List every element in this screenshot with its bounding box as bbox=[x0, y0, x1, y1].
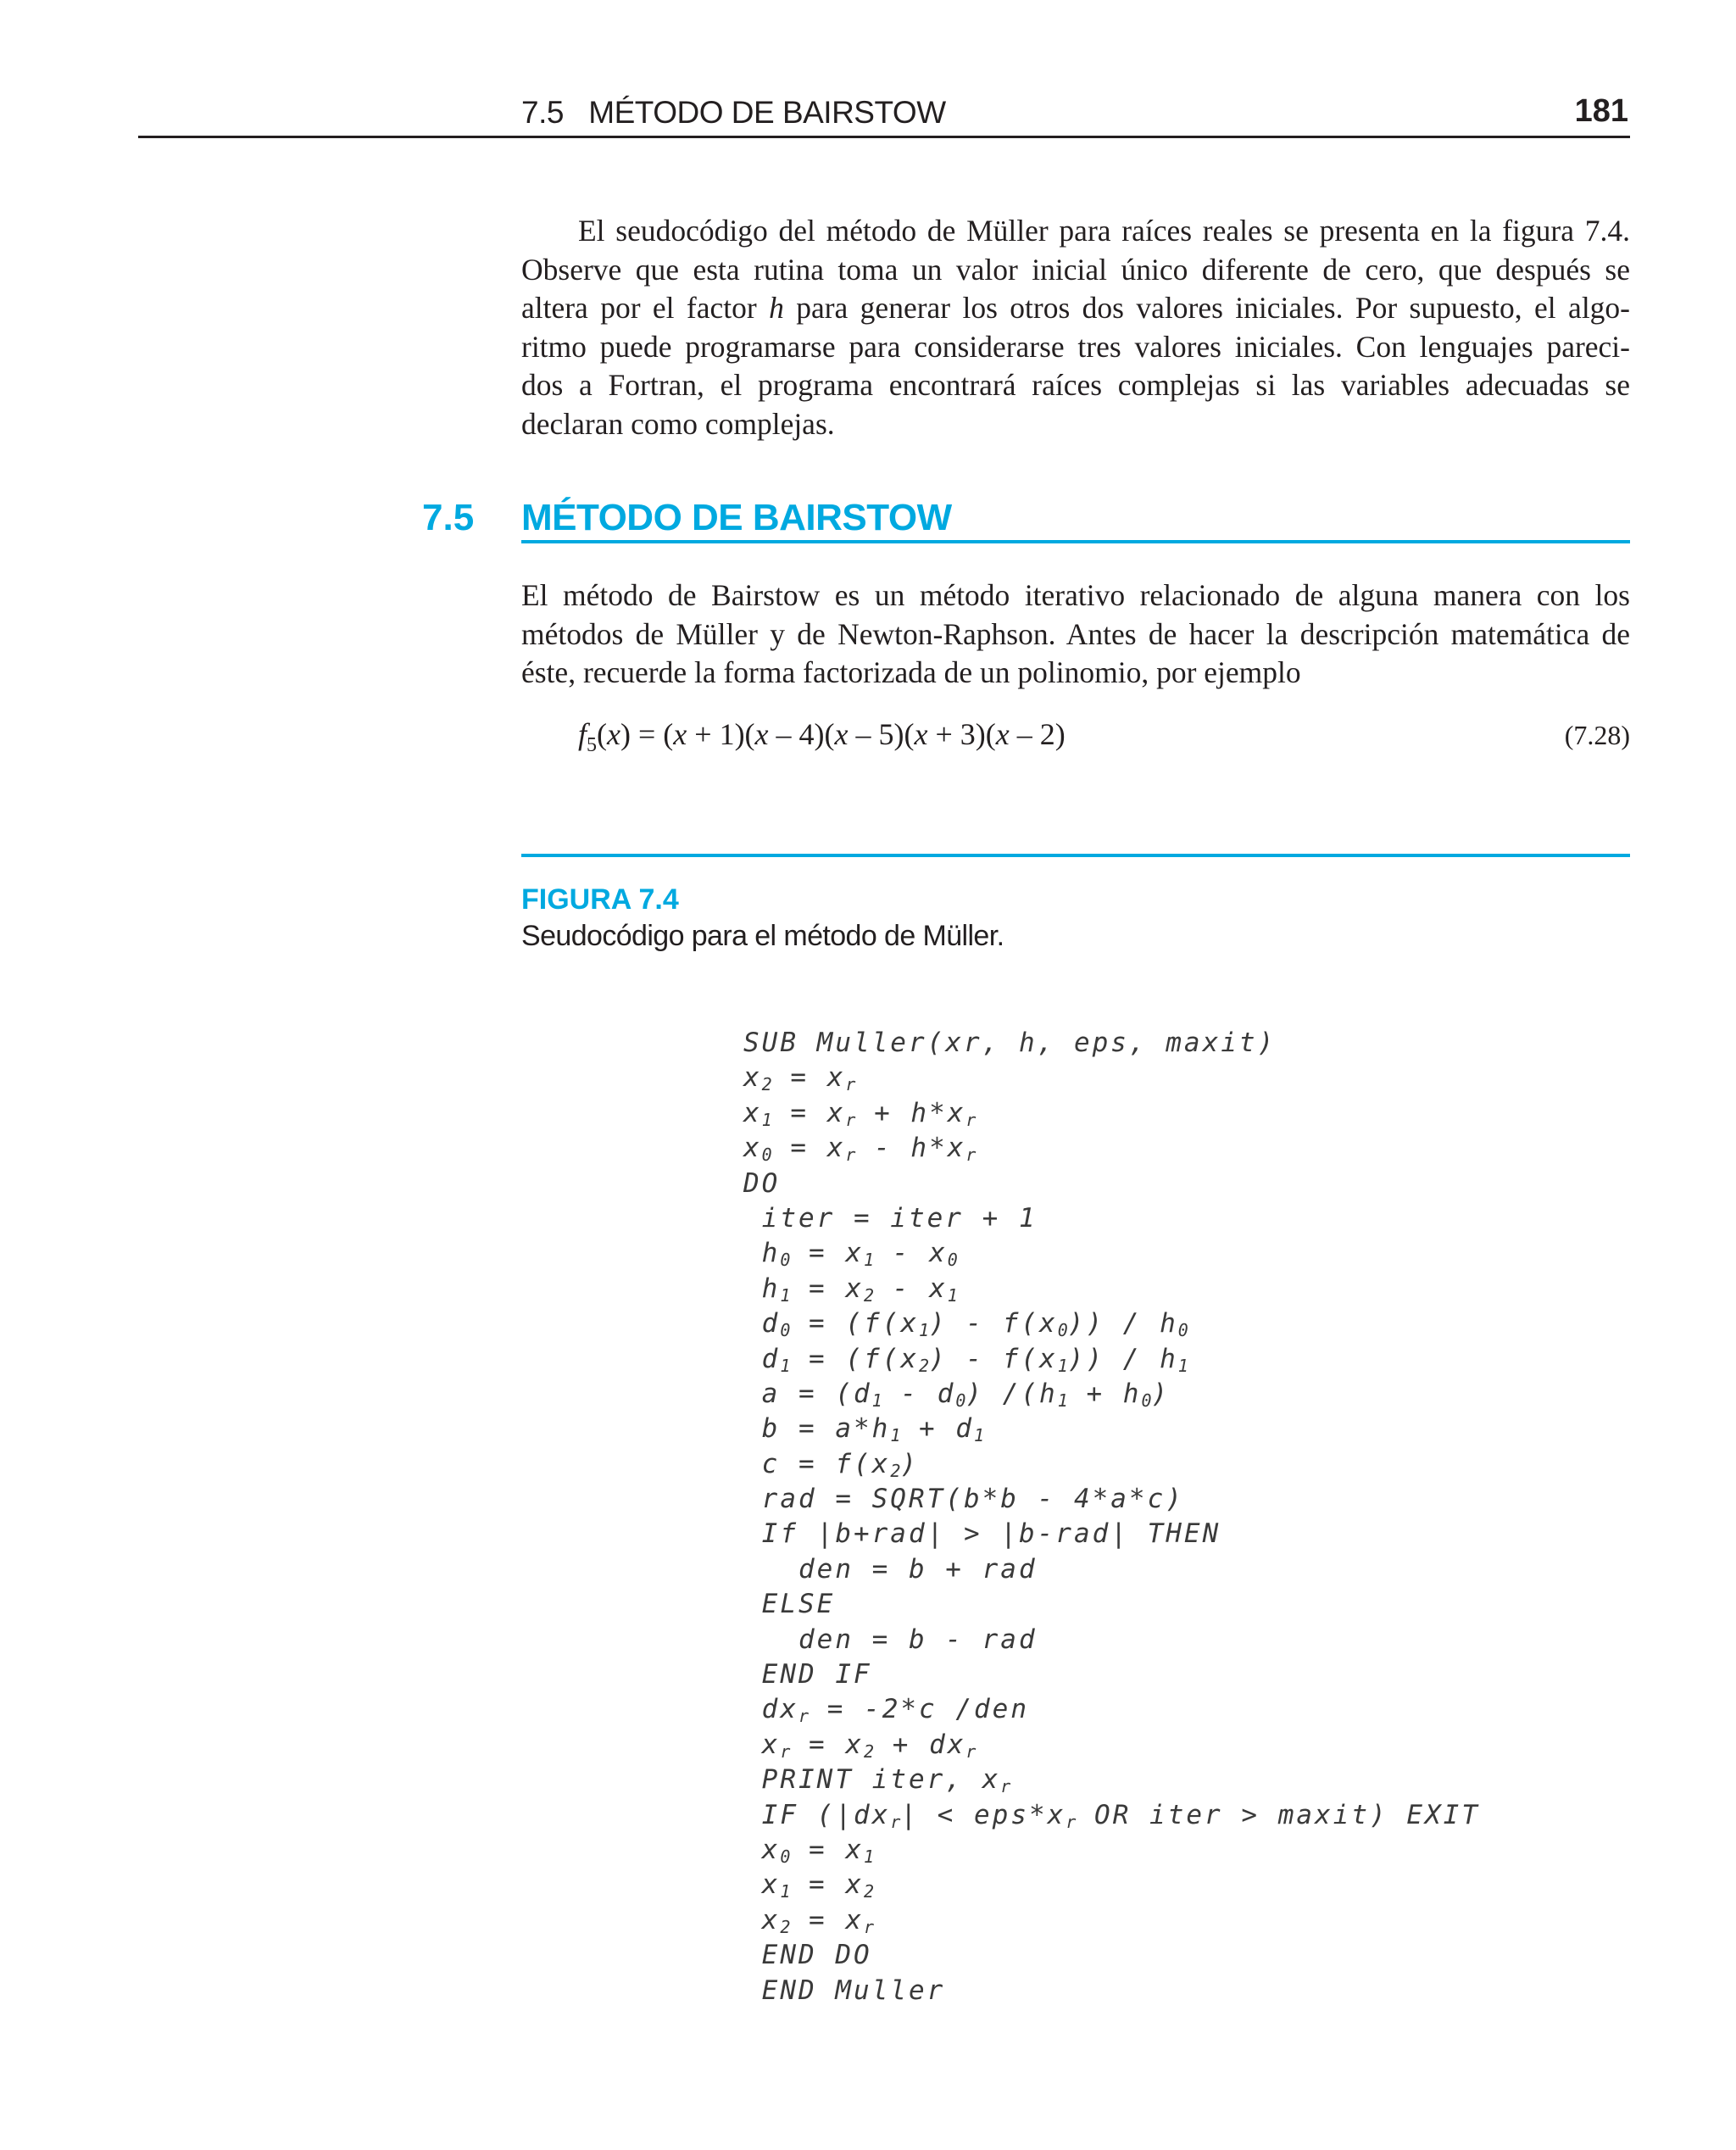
intro-line: El seudocódigo del método de Müller para raíces reales se presenta en la figura 7.4. bbox=[578, 214, 1630, 248]
code-line: $c = f(x_2)$ bbox=[743, 1448, 920, 1481]
page-number: 181 bbox=[1574, 93, 1628, 129]
code-line: DO bbox=[743, 1167, 781, 1199]
section-paragraph bbox=[521, 576, 1630, 693]
code-line: If |b+rad| > |b-rad| THEN bbox=[743, 1518, 1221, 1550]
code-line: END DO bbox=[743, 1940, 872, 1971]
equation-number: (7.28) bbox=[1564, 720, 1630, 750]
figure-rule bbox=[521, 854, 1630, 857]
code-line: $x_2 = x_r$ bbox=[743, 1904, 875, 1937]
code-line: SUB Muller(xr, h, eps, maxit) bbox=[743, 1028, 1277, 1058]
code-line: $h_1 = x_2 - x_1$ bbox=[743, 1273, 958, 1306]
section-rule bbox=[521, 540, 1630, 543]
code-line: $x_0 = x_r - h*x_r$ bbox=[743, 1133, 976, 1166]
intro-line: ritmo puede programarse para considerarse tres valores iniciales. Con lenguajes pareci- bbox=[521, 329, 1630, 364]
intro-line: declaran como complejas. bbox=[521, 406, 835, 441]
code-line: $a = (d_1 - d_0) /(h_1 + h_0)$ bbox=[743, 1378, 1171, 1411]
code-line: den = b + rad bbox=[743, 1553, 1038, 1585]
section-number: 7.5 bbox=[422, 497, 475, 538]
code-line: $x_0 = x_1$ bbox=[743, 1834, 875, 1867]
section-line: métodos de Müller y de Newton-Raphson. Antes de hacer la descripción matemática de bbox=[521, 616, 1630, 651]
section-title: MÉTODO DE BAIRSTOW bbox=[521, 497, 952, 538]
section-line: El método de Bairstow es un método iterativo relacionado de alguna manera con los bbox=[521, 578, 1630, 612]
figure-caption: Seudocódigo para el método de Müller. bbox=[521, 920, 1004, 952]
pseudocode-block bbox=[743, 1026, 1480, 2008]
intro-line: Observe que esta rutina toma un valor inicial único diferente de cero, que después se bbox=[521, 252, 1630, 287]
code-line: $b = a*h_1 + d_1$ bbox=[743, 1413, 985, 1446]
code-line: IF ($|dx_r| < eps*x_r$ OR iter > maxit) EXIT bbox=[743, 1799, 1480, 1832]
code-line: $x_2 = x_r$ bbox=[743, 1062, 856, 1095]
code-line: $d_0 = (f(x_1) - f(x_0)) / h_0$ bbox=[743, 1308, 1188, 1341]
figure-label: FIGURA 7.4 bbox=[521, 883, 679, 916]
intro-paragraph bbox=[521, 212, 1630, 443]
code-line: rad = SQRT(b*b - 4*a*c) bbox=[743, 1484, 1184, 1515]
code-line: $x_1 = x_r + h*x_r$ bbox=[743, 1097, 976, 1130]
code-line: END Muller bbox=[743, 1975, 946, 2006]
section-line: éste, recuerde la forma factorizada de un polinomio, por ejemplo bbox=[521, 655, 1301, 689]
code-line: $dx_r = -2*c$ /den bbox=[743, 1694, 1030, 1727]
code-line: $h_0 = x_1 - x_0$ bbox=[743, 1238, 958, 1271]
code-line: PRINT iter, $x_r$ bbox=[743, 1764, 1011, 1797]
code-line: $x_r = x_2 + dx_r$ bbox=[743, 1729, 976, 1762]
code-line: den = b - rad bbox=[743, 1624, 1038, 1655]
code-line: $d_1 = (f(x_2) - f(x_1)) / h_1$ bbox=[743, 1343, 1188, 1376]
code-line: iter = iter + 1 bbox=[743, 1202, 1038, 1234]
header-rule bbox=[138, 136, 1630, 138]
code-line: END IF bbox=[743, 1659, 872, 1690]
equation-7-28: $f_5(x) = (x + 1)(x - 4)(x - 5)(x + 3)(x - 2)$ bbox=[578, 717, 1066, 757]
code-line: ELSE bbox=[743, 1589, 836, 1620]
intro-line: altera por el factor h para generar los otros dos valores iniciales. Por supuesto, el algo- bbox=[521, 291, 1630, 325]
running-head-section: 7.5 MÉTODO DE BAIRSTOW bbox=[521, 95, 946, 130]
intro-line: dos a Fortran, el programa encontrará raíces complejas si las variables adecuadas se bbox=[521, 368, 1630, 402]
code-line: $x_1 = x_2$ bbox=[743, 1869, 875, 1902]
